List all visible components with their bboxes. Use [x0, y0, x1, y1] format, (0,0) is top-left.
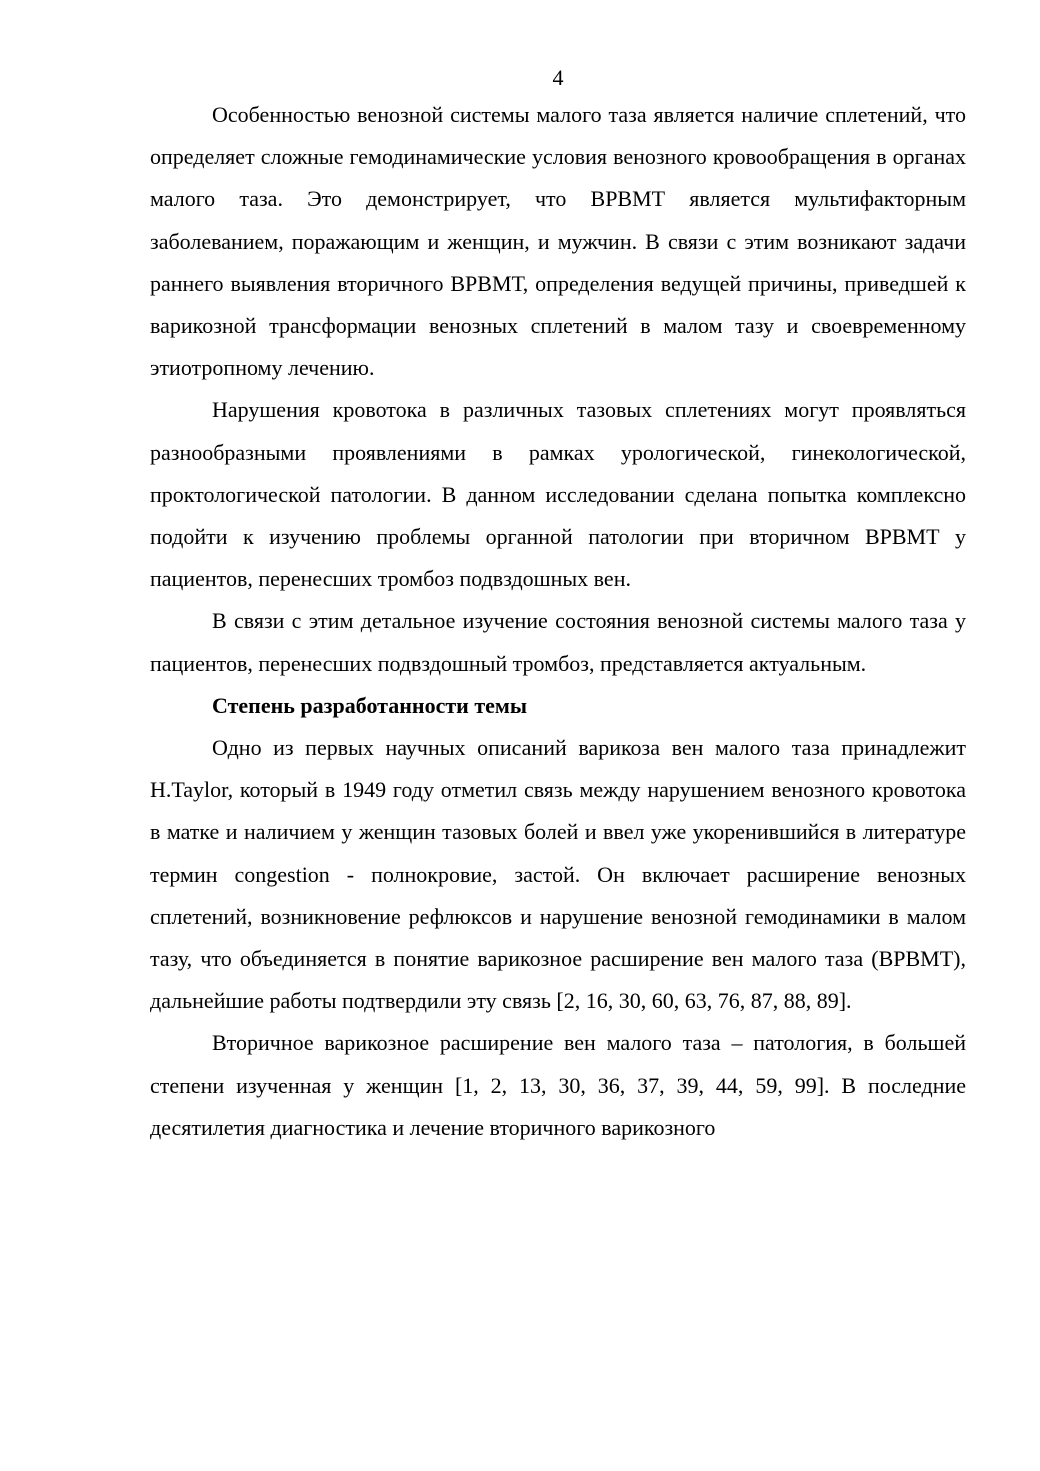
paragraph-4: Одно из первых научных описаний варикоза вен малого таза принадлежит H.Taylor, который в 1949 году отметил связь между нарушением венозного кровотока в матке и наличием у женщин тазовых болей и ввел уже укоренившийся в литературе термин congestion - полнокровие, застой. Он включает расширение венозных сплетений, возникновение рефлюксов и нарушение венозной гемодинамики в малом тазу, что объединяется в понятие варикозное расширение вен малого таза (ВРВМТ), дальнейшие работы подтвердили эту связь [2, 16, 30, 60, 63, 76, 87, 88, 89]. [150, 735, 966, 1014]
paragraph-3: В связи с этим детальное изучение состояния венозной системы малого таза у пациентов, перенесших подвздошный тромбоз, представляется актуальным. [150, 608, 966, 676]
section-heading: Степень разработанности темы [212, 692, 528, 718]
paragraph-1: Особенностью венозной системы малого таза является наличие сплетений, что определяет сложные гемодинамические условия венозного кровообращения в органах малого таза. Это демонстрирует, что ВРВМТ является мультифакторным заболеванием, поражающим и женщин, и мужчин. В связи с этим возникают задачи раннего выявления вторичного ВРВМТ, определения ведущей причины, приведшей к варикозной трансформации венозных сплетений в малом тазу и своевременному этиотропному лечению. [150, 102, 966, 381]
paragraph-5: Вторичное варикозное расширение вен малого таза – патология, в большей степени изученная у женщин [1, 2, 13, 30, 36, 37, 39, 44, 59, 99]. В последние десятилетия диагностика и лечение вторичного варикозного [150, 1030, 966, 1140]
paragraph-2: Нарушения кровотока в различных тазовых сплетениях могут проявляться разнообразными проявлениями в рамках урологической, гинекологической, проктологической патологии. В данном исследовании сделана попытка комплексно подойти к изучению проблемы органной патологии при вторичном ВРВМТ у пациентов, перенесших тромбоз подвздошных вен. [150, 397, 966, 592]
body-text [150, 94, 966, 1149]
page-number: 4 [552, 65, 564, 90]
